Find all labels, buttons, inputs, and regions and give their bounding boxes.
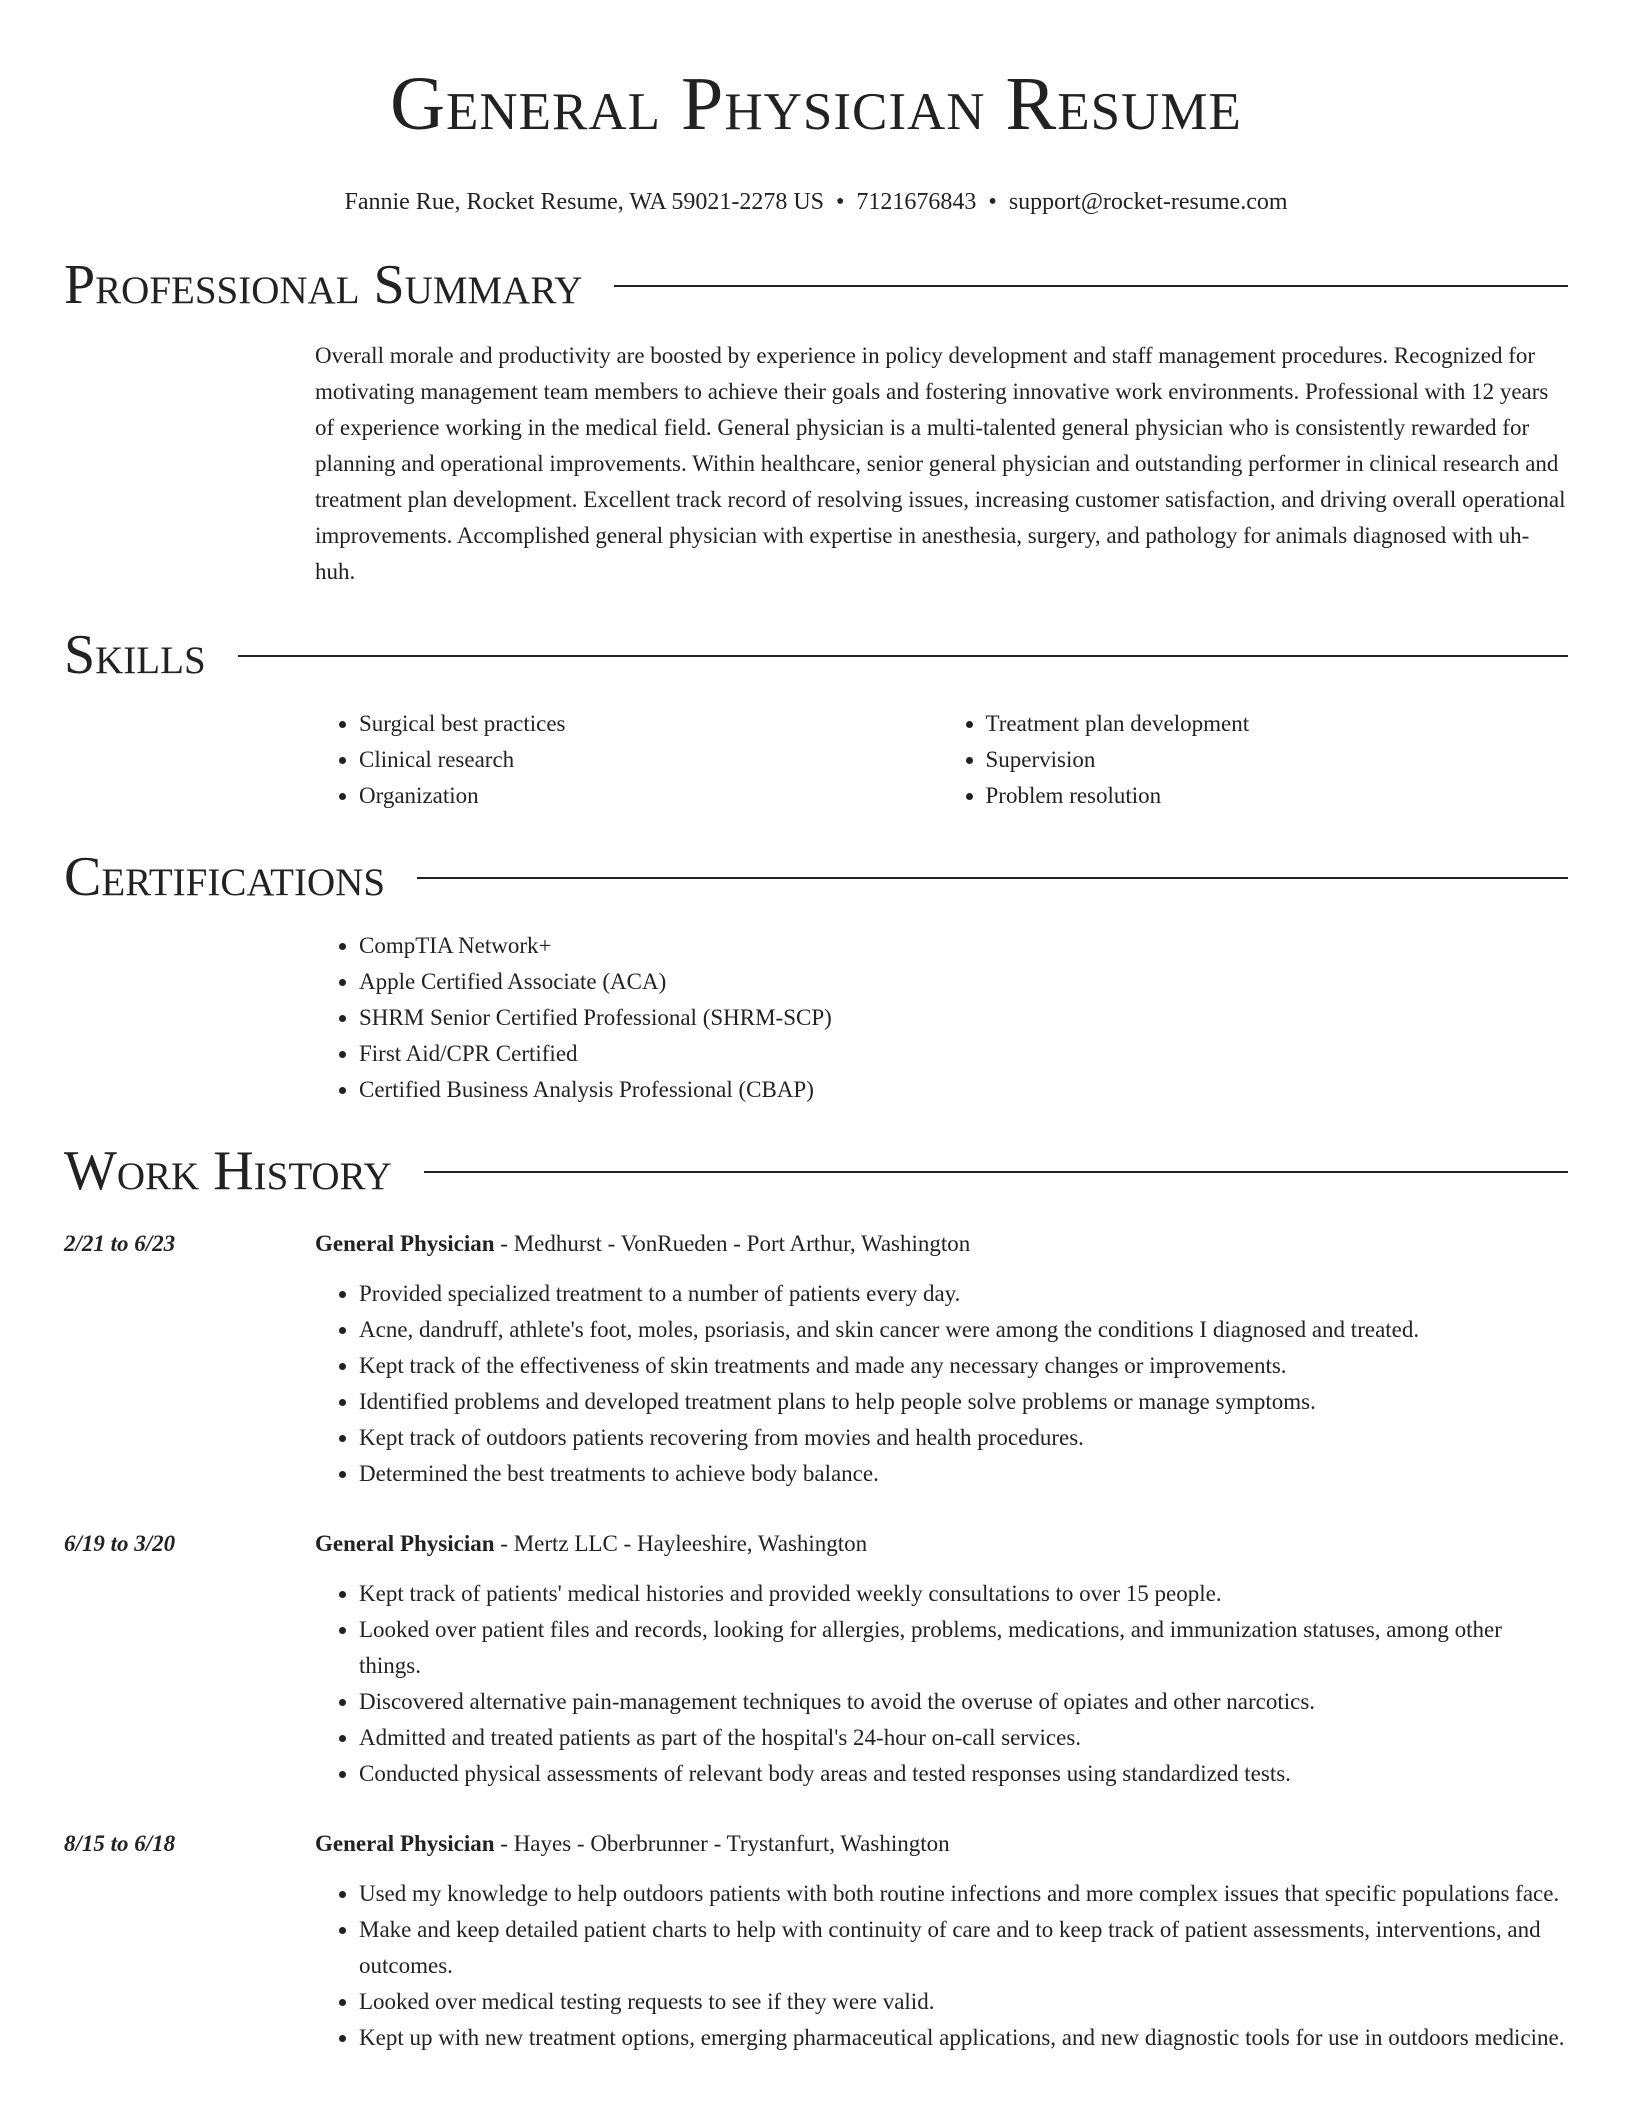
contact-address: Fannie Rue, Rocket Resume, WA 59021-2278 US	[344, 189, 825, 215]
summary-heading: Professional Summary	[64, 254, 583, 316]
job-entry	[64, 1826, 1568, 2056]
certification-item: • CompTIA Network+	[359, 928, 1568, 964]
job-bullet: • Acne, dandruff, athlete's foot, moles, psoriasis, and skin cancer were among the conditions I diagnosed and treated.	[359, 1312, 1568, 1348]
job-entry	[64, 1226, 1568, 1492]
certification-item: • Certified Business Analysis Professional (CBAP)	[359, 1072, 1568, 1108]
resume-title: General Physician Resume	[390, 62, 1242, 146]
certifications-section	[64, 928, 1568, 1108]
section-divider	[424, 1171, 1568, 1173]
skills-heading-row	[64, 622, 1568, 688]
job-employer: - Mertz LLC - Hayleeshire, Washington	[494, 1531, 868, 1556]
certification-item: • First Aid/CPR Certified	[359, 1036, 1568, 1072]
contact-line	[64, 186, 1568, 218]
job-role: General Physician	[315, 1831, 495, 1856]
certifications-heading: Certifications	[64, 846, 386, 908]
contact-separator: •	[836, 189, 845, 215]
job-dates: 8/15 to 6/18	[64, 1831, 176, 1856]
job-role: General Physician	[315, 1231, 495, 1256]
job-bullet: • Provided specialized treatment to a number of patients every day.	[359, 1276, 1568, 1312]
job-bullet: • Looked over patient files and records, looking for allergies, problems, medications, and immunization statuses, among other things.	[359, 1612, 1568, 1684]
job-role: General Physician	[315, 1531, 495, 1556]
contact-separator: •	[988, 189, 997, 215]
section-divider	[417, 877, 1568, 879]
job-bullet: • Make and keep detailed patient charts to help with continuity of care and to keep track of patient assessments, interventions, and outcomes.	[359, 1912, 1568, 1984]
contact-email[interactable]: support@rocket-resume.com	[1008, 189, 1288, 215]
skill-item: • Organization	[359, 778, 942, 814]
certification-item: • Apple Certified Associate (ACA)	[359, 964, 1568, 1000]
skills-list-left	[315, 706, 942, 814]
summary-text: Overall morale and productivity are boosted by experience in policy development and staff management procedures. Recognized for motivating management team members to achieve their goals and fostering innovative work environments. Professional with 12 years of experience working in the medical field. General physician is a multi-talented general physician who is consistently rewarded for planning and operational improvements. Within healthcare, senior general physician and outstanding performer in clinical research and treatment plan development. Excellent track record of resolving issues, increasing customer satisfaction, and driving overall operational improvements. Accomplished general physician with expertise in anesthesia, surgery, and pathology for animals diagnosed with uh-huh.	[315, 343, 1566, 584]
job-bullets	[315, 1876, 1568, 2056]
job-bullet: • Kept track of patients' medical histories and provided weekly consultations to over 15 people.	[359, 1576, 1568, 1612]
job-bullet: • Kept track of outdoors patients recovering from movies and health procedures.	[359, 1420, 1568, 1456]
work-heading-row	[64, 1138, 1568, 1204]
job-bullet: • Determined the best treatments to achieve body balance.	[359, 1456, 1568, 1492]
job-bullet: • Kept up with new treatment options, emerging pharmaceutical applications, and new diagnostic tools for use in outdoors medicine.	[359, 2020, 1568, 2056]
summary-heading-row	[64, 252, 1568, 318]
job-dates: 2/21 to 6/23	[64, 1231, 176, 1256]
section-divider	[238, 655, 1568, 657]
certifications-heading-row	[64, 844, 1568, 910]
job-bullet: • Looked over medical testing requests to see if they were valid.	[359, 1984, 1568, 2020]
job-employer: - Hayes - Oberbrunner - Trystanfurt, Washington	[494, 1831, 950, 1856]
job-bullets	[315, 1576, 1568, 1792]
job-bullet: • Admitted and treated patients as part of the hospital's 24-hour on-call services.	[359, 1720, 1568, 1756]
skill-item: • Supervision	[986, 742, 1569, 778]
skill-item: • Treatment plan development	[986, 706, 1569, 742]
job-details	[315, 1826, 1568, 2056]
job-header	[315, 1526, 1568, 1562]
job-details	[315, 1226, 1568, 1492]
skill-item: • Surgical best practices	[359, 706, 942, 742]
job-header	[315, 1226, 1568, 1262]
job-details	[315, 1526, 1568, 1792]
job-bullet: • Conducted physical assessments of relevant body areas and tested responses using standardized tests.	[359, 1756, 1568, 1792]
job-entry	[64, 1526, 1568, 1792]
contact-phone: 7121676843	[856, 189, 977, 215]
section-divider	[614, 285, 1568, 287]
certification-item: • SHRM Senior Certified Professional (SHRM-SCP)	[359, 1000, 1568, 1036]
job-bullet: • Kept track of the effectiveness of skin treatments and made any necessary changes or improvements.	[359, 1348, 1568, 1384]
job-bullet: • Discovered alternative pain-management techniques to avoid the overuse of opiates and other narcotics.	[359, 1684, 1568, 1720]
job-bullets	[315, 1276, 1568, 1492]
work-heading: Work History	[64, 1140, 392, 1202]
work-history-list	[64, 1226, 1568, 2056]
job-header	[315, 1826, 1568, 1862]
job-bullet: • Used my knowledge to help outdoors patients with both routine infections and more complex issues that specific populations face.	[359, 1876, 1568, 1912]
skill-item: • Problem resolution	[986, 778, 1569, 814]
summary-section	[64, 338, 1568, 590]
certifications-list	[315, 928, 1568, 1108]
job-employer: - Medhurst - VonRueden - Port Arthur, Washington	[494, 1231, 971, 1256]
skills-section	[64, 706, 1568, 814]
skill-item: • Clinical research	[359, 742, 942, 778]
skills-list-right	[942, 706, 1569, 814]
job-bullet: • Identified problems and developed treatment plans to help people solve problems or manage symptoms.	[359, 1384, 1568, 1420]
job-dates: 6/19 to 3/20	[64, 1531, 176, 1556]
skills-heading: Skills	[64, 624, 206, 686]
